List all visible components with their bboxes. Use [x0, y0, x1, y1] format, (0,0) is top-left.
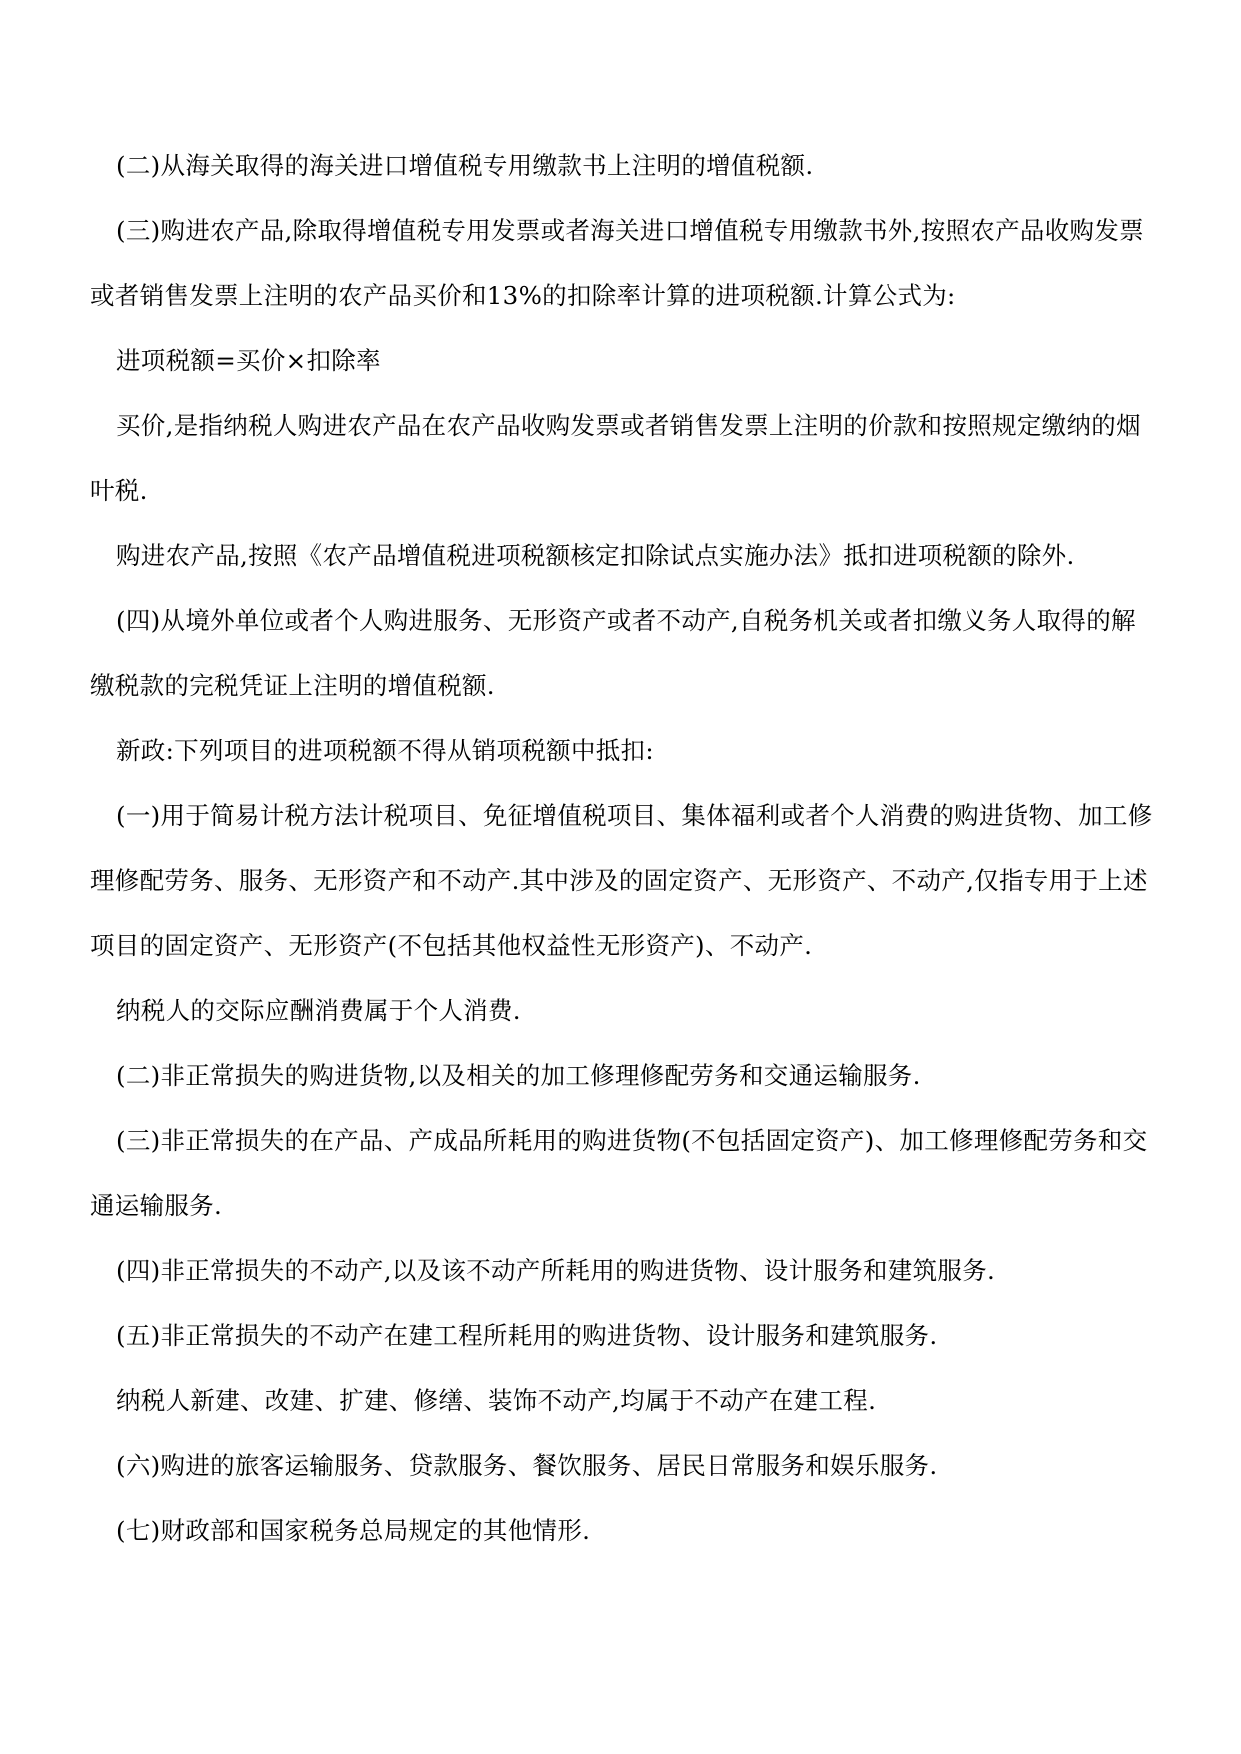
paragraph-item-6: (六)购进的旅客运输服务、贷款服务、餐饮服务、居民日常服务和娱乐服务.: [116, 1451, 938, 1480]
paragraph-purchase-price: 买价,是指纳税人购进农产品在农产品收购发票或者销售发票上注明的价款和按照规定缴纳的烟叶税.: [90, 411, 1141, 505]
document-body: [90, 133, 1155, 1563]
paragraph-overseas-purchase: (四)从境外单位或者个人购进服务、无形资产或者不动产,自税务机关或者扣缴义务人取得的解缴税款的完税凭证上注明的增值税额.: [90, 606, 1136, 700]
paragraph-entertainment: 纳税人的交际应酬消费属于个人消费.: [116, 996, 521, 1025]
paragraph-item-7: (七)财政部和国家税务总局规定的其他情形.: [116, 1516, 591, 1545]
paragraph-item-1: (一)用于简易计税方法计税项目、免征增值税项目、集体福利或者个人消费的购进货物、加工修理修配劳务、服务、无形资产和不动产.其中涉及的固定资产、无形资产、不动产,仅指专用于上述项目的固定资产、无形资产(不包括其他权益性无形资产)、不动产.: [90, 801, 1153, 960]
paragraph-agricultural-products: (三)购进农产品,除取得增值税专用发票或者海关进口增值税专用缴款书外,按照农产品收购发票或者销售发票上注明的农产品买价和13%的扣除率计算的进项税额.计算公式为:: [90, 216, 1144, 310]
paragraph-item-2: (二)非正常损失的购进货物,以及相关的加工修理修配劳务和交通运输服务.: [116, 1061, 921, 1090]
paragraph-item-3: (三)非正常损失的在产品、产成品所耗用的购进货物(不包括固定资产)、加工修理修配劳务和交通运输服务.: [90, 1126, 1148, 1220]
paragraph-construction: 纳税人新建、改建、扩建、修缮、装饰不动产,均属于不动产在建工程.: [116, 1386, 877, 1415]
paragraph-new-policy: 新政:下列项目的进项税额不得从销项税额中抵扣:: [116, 736, 654, 765]
paragraph-item-5: (五)非正常损失的不动产在建工程所耗用的购进货物、设计服务和建筑服务.: [116, 1321, 938, 1350]
paragraph-customs-vat: (二)从海关取得的海关进口增值税专用缴款书上注明的增值税额.: [116, 151, 814, 180]
paragraph-pilot-exception: 购进农产品,按照《农产品增值税进项税额核定扣除试点实施办法》抵扣进项税额的除外.: [116, 541, 1075, 570]
paragraph-formula: 进项税额=买价×扣除率: [116, 346, 381, 375]
paragraph-item-4: (四)非正常损失的不动产,以及该不动产所耗用的购进货物、设计服务和建筑服务.: [116, 1256, 996, 1285]
